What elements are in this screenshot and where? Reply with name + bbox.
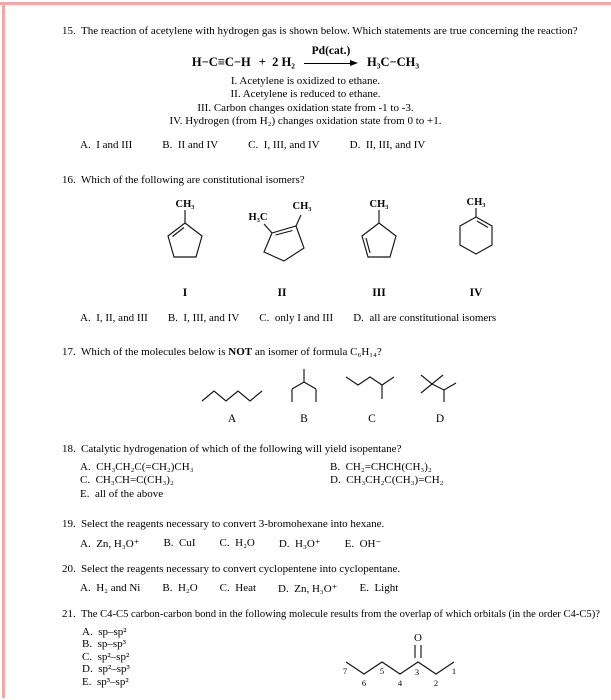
question-21 xyxy=(62,608,600,688)
skeletal-figure-c xyxy=(344,369,400,425)
answer-choices xyxy=(62,312,597,324)
question-number: 17. xyxy=(62,346,76,358)
question-number: 16. xyxy=(62,174,76,186)
statement-1: I. Acetylene is oxidized to ethane. xyxy=(230,75,381,87)
bond xyxy=(304,382,316,389)
carbon-chain xyxy=(346,377,394,385)
structure-row xyxy=(62,193,597,299)
question-text: Select the reagents necessary to convert cyclopentene into cyclopentane. xyxy=(81,563,401,575)
question-head xyxy=(62,443,597,456)
bond xyxy=(421,375,432,384)
choice-d: D. CH₃CH₂C(CH₃)=CH₂ xyxy=(330,474,444,487)
structure-figure-2 xyxy=(244,193,320,299)
bond xyxy=(444,383,456,390)
question-head xyxy=(62,518,597,531)
structure-figure-4 xyxy=(438,193,514,299)
bond xyxy=(432,384,444,390)
question-number: 21. xyxy=(62,608,76,620)
choice-a: A. I, II, and III xyxy=(80,312,148,324)
question-head xyxy=(62,608,600,621)
structure-label: A xyxy=(227,413,237,425)
question-17 xyxy=(62,346,597,425)
question-number: 19. xyxy=(62,518,76,530)
methylcyclopentene-structure xyxy=(147,193,223,279)
choice-b: B. H₂O xyxy=(162,582,198,594)
choice-b: B. I, III, and IV xyxy=(167,312,240,324)
bond xyxy=(296,215,301,226)
question-15 xyxy=(62,25,597,151)
statement-4: IV. Hydrogen (from H₂) changes oxidation state from 0 to +1. xyxy=(169,115,442,128)
choice-c: C. only I and III xyxy=(259,312,334,324)
choice-d: D. H₃O⁺ xyxy=(278,538,321,550)
page-edge-top xyxy=(0,2,611,5)
dimethylcyclopentene-structure xyxy=(244,193,320,279)
product-formula: H₃C−CH₃ xyxy=(366,55,420,69)
question-head xyxy=(62,174,597,187)
answer-choices xyxy=(62,537,597,550)
question-20 xyxy=(62,563,597,595)
choice-a: A. CH₃CH₂C(=CH₂)CH₃ xyxy=(80,461,194,473)
structure-row xyxy=(62,365,597,425)
choice-e: E. sp³–sp² xyxy=(82,675,129,688)
ring xyxy=(168,223,202,257)
methyl-label-top: CH₃ xyxy=(292,201,312,212)
carbon-number-3: 3 xyxy=(414,667,420,677)
structure-figure-1 xyxy=(147,193,223,299)
choice-b: B. CH₂=CHCH(CH₃)₂ xyxy=(330,461,432,473)
answer-choices xyxy=(62,626,597,688)
structure-figure-3 xyxy=(341,193,417,299)
carbon-chain xyxy=(202,391,262,401)
structure-label: C xyxy=(368,413,376,425)
methylpentane-skeletal xyxy=(282,365,326,405)
question-16 xyxy=(62,174,597,324)
choice-c: C. Heat xyxy=(219,582,257,594)
choice-d: D. II, III, and IV xyxy=(349,138,426,151)
question-text: Select the reagents necessary to convert 3-bromohexane into hexane. xyxy=(81,518,385,530)
oxygen-label: O xyxy=(414,632,422,644)
question-number: 15. xyxy=(62,25,76,37)
methylcyclopentene-structure-2 xyxy=(341,193,417,279)
statement-2: II. Acetylene is reduced to ethane. xyxy=(230,88,381,101)
answer-choices xyxy=(62,461,597,501)
methyl-label: CH₃ xyxy=(466,197,486,208)
question-18 xyxy=(62,443,597,501)
question-text: The C4-C5 carbon-carbon bond in the following molecule results from the overlap of which orbitals (in the order C4-C5)? xyxy=(81,609,600,620)
bond xyxy=(292,382,304,389)
question-19 xyxy=(62,518,597,550)
structure-label: III xyxy=(372,287,386,299)
bond xyxy=(264,224,272,233)
choice-a: A. H₂ and Ni xyxy=(80,582,141,594)
reaction-equation xyxy=(62,45,549,70)
methylcyclohexene-structure xyxy=(438,193,514,279)
answer-choices xyxy=(62,139,597,151)
statement-3: III. Carbon changes oxidation state from -1 to -3. xyxy=(197,101,414,114)
reagent-formula: + 2 H₂ xyxy=(258,55,295,69)
carbon-number-7: 7 xyxy=(342,666,348,676)
choice-b: B. CuI xyxy=(163,537,196,549)
choice-d: D. sp²–sp³ xyxy=(82,663,130,676)
question-number: 18. xyxy=(62,443,76,455)
page-edge-left xyxy=(2,2,5,698)
choice-a: A. Zn, H₃O⁺ xyxy=(80,538,140,550)
choice-e: E. all of the above xyxy=(80,487,164,500)
skeletal-figure-b xyxy=(282,365,326,425)
structure-label: IV xyxy=(469,287,483,299)
choice-e: E. OH⁻ xyxy=(344,538,382,550)
choice-e: E. Light xyxy=(359,582,399,594)
answer-choices xyxy=(62,582,597,595)
question-text: Which of the following are constitutional isomers? xyxy=(81,174,305,186)
question-number: 20. xyxy=(62,563,76,575)
bond xyxy=(432,375,443,384)
methyl-label: CH₃ xyxy=(175,199,195,210)
carbon-chain xyxy=(346,662,457,676)
choice-b: B. II and IV xyxy=(162,138,219,151)
question-text xyxy=(81,346,382,359)
skeletal-figure-a xyxy=(200,383,264,425)
ketone-skeletal-structure xyxy=(338,628,478,692)
question-text: Catalytic hydrogenation of which of the following will yield isopentane? xyxy=(81,443,402,455)
question-head xyxy=(62,346,597,359)
trimethylbutane-skeletal xyxy=(418,369,462,405)
structure-label: B xyxy=(300,413,308,425)
structure-label: D xyxy=(435,413,445,425)
reaction-arrow-group xyxy=(304,45,358,70)
double-bond xyxy=(477,221,488,228)
question-text: The reaction of acetylene with hydrogen gas is shown below. Which statements are true concerning the reaction? xyxy=(81,25,578,37)
choice-b: B. sp–sp³ xyxy=(82,638,126,651)
carbon-number-5: 5 xyxy=(379,666,385,676)
methylpentane-skeletal-2 xyxy=(344,369,400,405)
statement-list xyxy=(62,75,549,129)
carbon-number-6: 6 xyxy=(361,678,367,688)
hexane-skeletal xyxy=(200,383,264,405)
question-text-post: an isomer of formula C₆H₁₄? xyxy=(252,346,382,358)
methyl-label: CH₃ xyxy=(369,199,389,210)
carbon-number-1: 1 xyxy=(451,666,457,676)
reactant-formula: H−C≡C−H xyxy=(191,55,251,69)
ring xyxy=(460,217,492,254)
question-head xyxy=(62,25,597,38)
choice-a: A. sp–sp² xyxy=(82,626,127,638)
structure-label: II xyxy=(277,287,287,299)
choice-c: C. H₂O xyxy=(219,537,255,549)
choice-d: D. all are constitutional isomers xyxy=(353,312,497,324)
choice-c: C. I, III, and IV xyxy=(248,138,320,151)
skeletal-figure-d xyxy=(418,369,462,425)
choice-c: C. CH₃CH=C(CH₃)₂ xyxy=(80,474,174,487)
question-text-pre: Which of the molecules below is xyxy=(81,346,229,358)
bond xyxy=(421,384,432,393)
reaction-arrow-icon xyxy=(304,59,358,68)
carbon-number-4: 4 xyxy=(397,678,403,688)
question-text-emphasis: NOT xyxy=(228,346,253,358)
carbon-number-2: 2 xyxy=(433,678,439,688)
choice-a: A. I and III xyxy=(80,138,133,151)
methyl-label-left: H₃C xyxy=(248,212,268,223)
structure-label: I xyxy=(182,287,188,299)
catalyst-label: Pd(cat.) xyxy=(311,45,351,57)
choice-d: D. Zn, H₃O⁺ xyxy=(278,583,338,595)
choice-c: C. sp²–sp² xyxy=(82,650,130,663)
question-head xyxy=(62,563,597,576)
